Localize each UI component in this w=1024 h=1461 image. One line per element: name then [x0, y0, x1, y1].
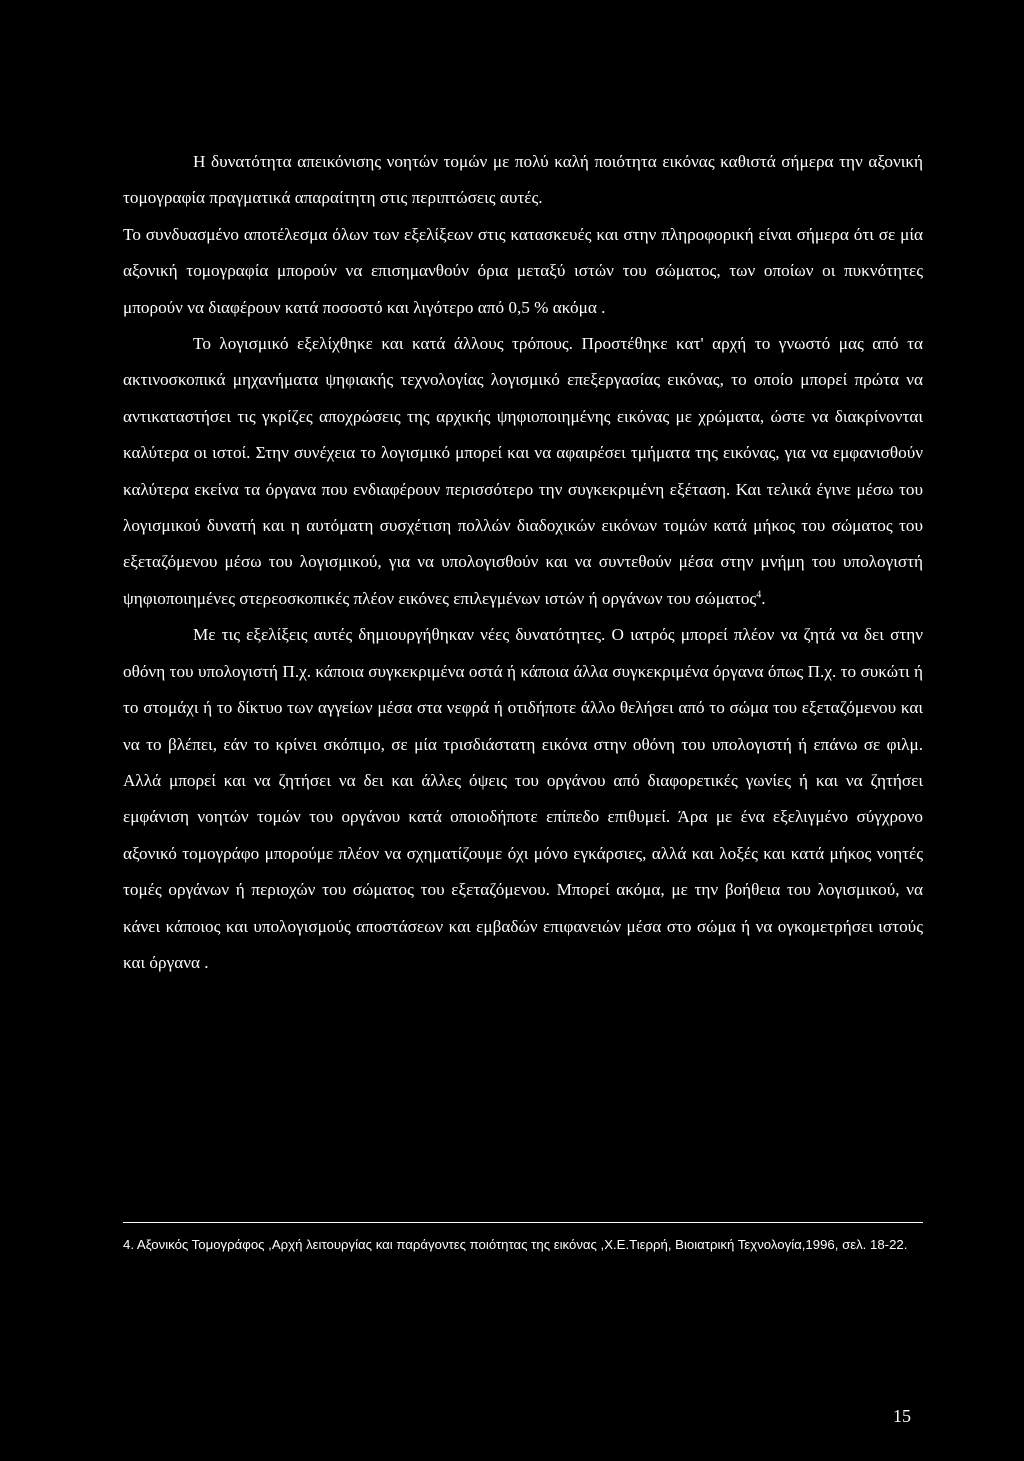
paragraph-4: Με τις εξελίξεις αυτές δημιουργήθηκαν νέες δυνατότητες. Ο ιατρός μπορεί πλέον να ζητά να δει στην οθόνη του υπολογιστή Π.χ. κάποια συγκεκριμένα οστά ή κάποια άλλα συγκεκριμένα όργανα όπως Π.χ. το συκώτι ή το στομάχι ή το δίκτυο των αγγείων μέσα στα νεφρά ή οτιδήποτε άλλο θελήσει από το σώμα του εξεταζόμενου και να το βλέπει, εάν το κρίνει σκόπιμο, σε μία τρισδιάστατη εικόνα στην οθόνη του υπολογιστή ή επάνω σε φιλμ. Αλλά μπορεί και να ζητήσει να δει και άλλες όψεις του οργάνου από διαφορετικές γωνίες ή και να ζητήσει εμφάνιση νοητών τομών του οργάνου κατά οποιοδήποτε επίπεδο επιθυμεί. Άρα με ένα εξελιγμένο σύγχρονο αξονικό τομογράφο μπορούμε πλέον να σχηματίζουμε όχι μόνο εγκάρσιες, αλλά και λοξές και κατά μήκος νοητές τομές οργάνων ή περιοχών του σώματος του εξεταζόμενου. Μπορεί ακόμα, με την βοήθεια του λογισμικού, να κάνει κάποιος και υπολογισμούς αποστάσεων και εμβαδών επιφανειών μέσα στο σώμα ή να ογκομετρήσει ιστούς και όργανα . [123, 625, 923, 972]
page-number: 15 [893, 1406, 911, 1426]
footnote-reference: 4 [756, 589, 762, 601]
footnote-separator [123, 1222, 923, 1223]
paragraph-2: Το συνδυασμένο αποτέλεσμα όλων των εξελίξεων στις κατασκευές και στην πληροφορική είναι σήμερα ότι σε μία αξονική τομογραφία μπορούν να επισημανθούν όρια μεταξύ ιστών του σώματος, των οποίων οι πυκνότητες μπορούν να διαφέρουν κατά ποσοστό και λιγότερο από 0,5 % ακόμα . [123, 224, 923, 317]
paragraph-3 [123, 326, 923, 617]
paragraph-3-end: . [761, 588, 766, 608]
paragraph-3-text: Το λογισμικό εξελίχθηκε και κατά άλλους τρόπους. Προστέθηκε κατ' αρχή το γνωστό μας από τα ακτινοσκοπικά μηχανήματα ψηφιακής τεχνολογίας λογισμικό επεξεργασίας εικόνας, το οποίο μπορεί πρώτα να αντικαταστήσει τις γκρίζες αποχρώσεις της αρχικής ψηφιοποιημένης εικόνας με χρώματα, ώστε να διακρίνονται καλύτερα οι ιστοί. Στην συνέχεια το λογισμικό μπορεί και να αφαιρέσει τμήματα της εικόνας, για να εμφανισθούν καλύτερα εκείνα τα όργανα που ενδιαφέρουν περισσότερο την συγκεκριμένη εξέταση. Και τελικά έγινε μέσω του λογισμικού δυνατή και η αυτόματη συσχέτιση πολλών διαδοχικών εικόνων τομών κατά μήκος του σώματος του εξεταζόμενου μέσω του λογισμικού, για να υπολογισθούν και να συντεθούν μέσα στην μνήμη του υπολογιστή ψηφιοποιημένες στερεοσκοπικές πλέον εικόνες επιλεγμένων ιστών ή οργάνων του σώματος [123, 334, 923, 608]
body-text [123, 144, 923, 981]
footnote: 4. Αξονικός Τομογράφος ,Αρχή λειτουργίας και παράγοντες ποιότητας της εικόνας ,Χ.Ε.Τιερρή, Βιοιατρική Τεχνολογία,1996, σελ. 18-22. [123, 1237, 908, 1252]
paragraph-1: Η δυνατότητα απεικόνισης νοητών τομών με πολύ καλή ποιότητα εικόνας καθιστά σήμερα την αξονική τομογραφία πραγματικά απαραίτητη στις περιπτώσεις αυτές. [123, 152, 923, 208]
